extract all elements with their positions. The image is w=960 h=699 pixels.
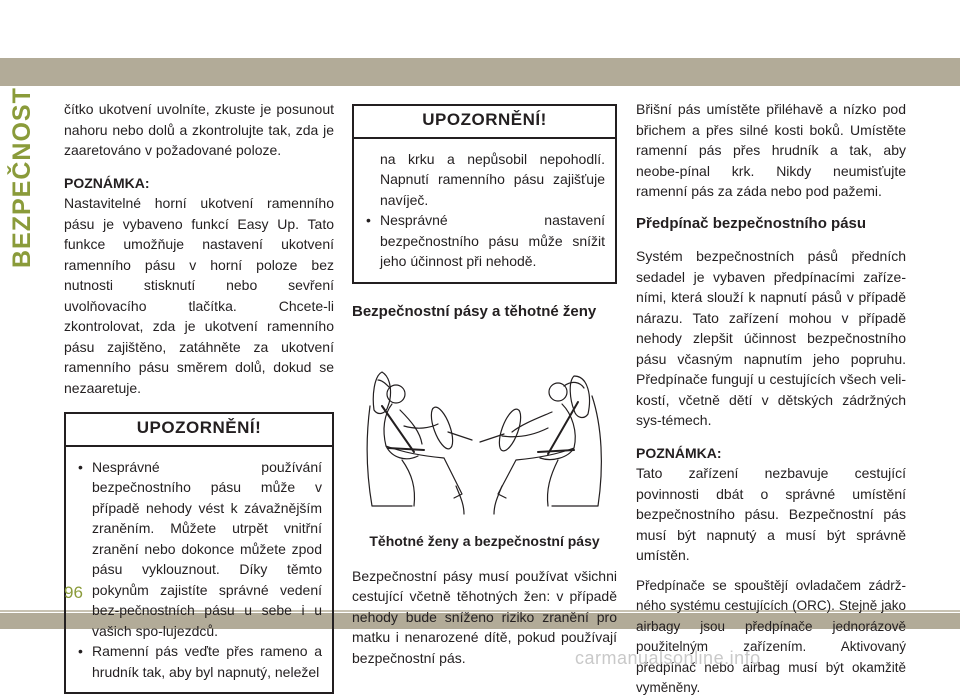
watermark: carmanualsonline.info xyxy=(575,648,761,668)
seatbelt-illustration-icon xyxy=(352,366,617,521)
note-text: Tato zařízení nezbavuje cestující povinnosti dbát o správné umístění bezpečnostního pásu. Bezpečnostní pás musí být napnutý a musí být správně umístěn. xyxy=(636,465,906,563)
column-left xyxy=(64,99,334,694)
paragraph: Systém bezpečnostních pásů předních sedadel je vybaven předpínacími zaříze-ními, která slouží k napnutí pásů v případě nárazu. Tato zařízení mohou v případě nehody zlepšit účinnost bezpečnostního pásu včasným napnutím jeho popruhu. Předpínače fungují u cestujících všech veli-kostí, včetně dětí v dětských zádržných sys-témech. xyxy=(636,248,906,428)
warning-box xyxy=(352,104,617,284)
note-heading: POZNÁMKA: xyxy=(64,174,150,191)
note-text: Nastavitelné horní ukotvení ramenního pásu je vybaveno funkcí Easy Up. Tato funkce umožňuje nastavení ukotvení ramenního pásu v horní poloze bez nutnosti stisknutí nebo sevření uvolňovacího tlačítka. Chcete-li zkontrolovat, zda je ukotvení ramenního pásu zajištěno, zatáhněte za ukotvení ramenního pásu směrem dolů, dokud se nezaaretuje. xyxy=(64,195,334,396)
section-heading: Bezpečnostní pásy a těhotné ženy xyxy=(352,302,597,320)
paragraph: Bezpečnostní pásy musí používat všichni cestující včetně těhotných žen: v případě nehody bude sníženo riziko zranění pro matku i nenarozené dítě, pokud používají bezpečnostní pás. xyxy=(352,567,617,666)
paragraph: čítko ukotvení uvolníte, zkuste je posunout nahoru nebo dolů a zkontrolujte tak, zda je zaaretováno v požadované poloze. xyxy=(64,101,334,158)
section-heading: Předpínač bezpečnostního pásu xyxy=(636,214,867,232)
warning-item: • Ramenní pás veďte přes rameno a hrudník tak, aby byl napnutý, neležel xyxy=(76,641,322,682)
warning-list xyxy=(364,210,605,272)
figure-caption: Těhotné ženy a bezpečnostní pásy xyxy=(369,533,600,549)
warning-item: • Nesprávné používání bezpečnostního pásu může v případě nehody vést k závažnějším zraněním. Můžete utrpět vnitřní zranění nebo dokonce můžete zpod pásu vyklouznout. Díky těmto pokynům zajistíte správné vedení bez-pečnostních pásu u sebe i u vašich spo-lujezdců. xyxy=(76,457,322,642)
warning-continuation: na krku a nepůsobil nepohodlí. Napnutí ramenního pásu zajišťuje navíječ. xyxy=(380,150,605,208)
warning-title: UPOZORNĚNÍ! xyxy=(66,414,332,447)
warning-box xyxy=(64,412,334,694)
warning-title: UPOZORNĚNÍ! xyxy=(354,106,615,139)
note-heading: POZNÁMKA: xyxy=(636,444,722,461)
column-right xyxy=(636,99,906,699)
warning-item: • Nesprávné nastavení bezpečnostního pásu může snížit jeho účinnost při nehodě. xyxy=(364,210,605,272)
paragraph: Předpínače se spouštějí ovladačem zádrž-ného systému cestujících (ORC). Stejně jako airbagy jsou předpínače jednorázově použitelným zařízením. Aktivovaný předpínač nebo airbag musí být okamžitě vyměněny. xyxy=(636,577,906,695)
pregnant-women-illustration xyxy=(352,366,617,521)
header-band xyxy=(0,58,960,86)
section-label: BEZPEČNOST xyxy=(8,87,36,268)
paragraph: Břišní pás umístěte přiléhavě a nízko pod břichem a přes silné kosti boků. Umístěte ramenní pás přes hrudník a tak, aby neobe-pínal krk. Nikdy neumisťujte ramenní pás za záda nebo pod pažemi. xyxy=(636,101,906,199)
column-middle xyxy=(352,104,617,668)
page-number: 96 xyxy=(64,583,83,602)
warning-list xyxy=(76,457,322,683)
